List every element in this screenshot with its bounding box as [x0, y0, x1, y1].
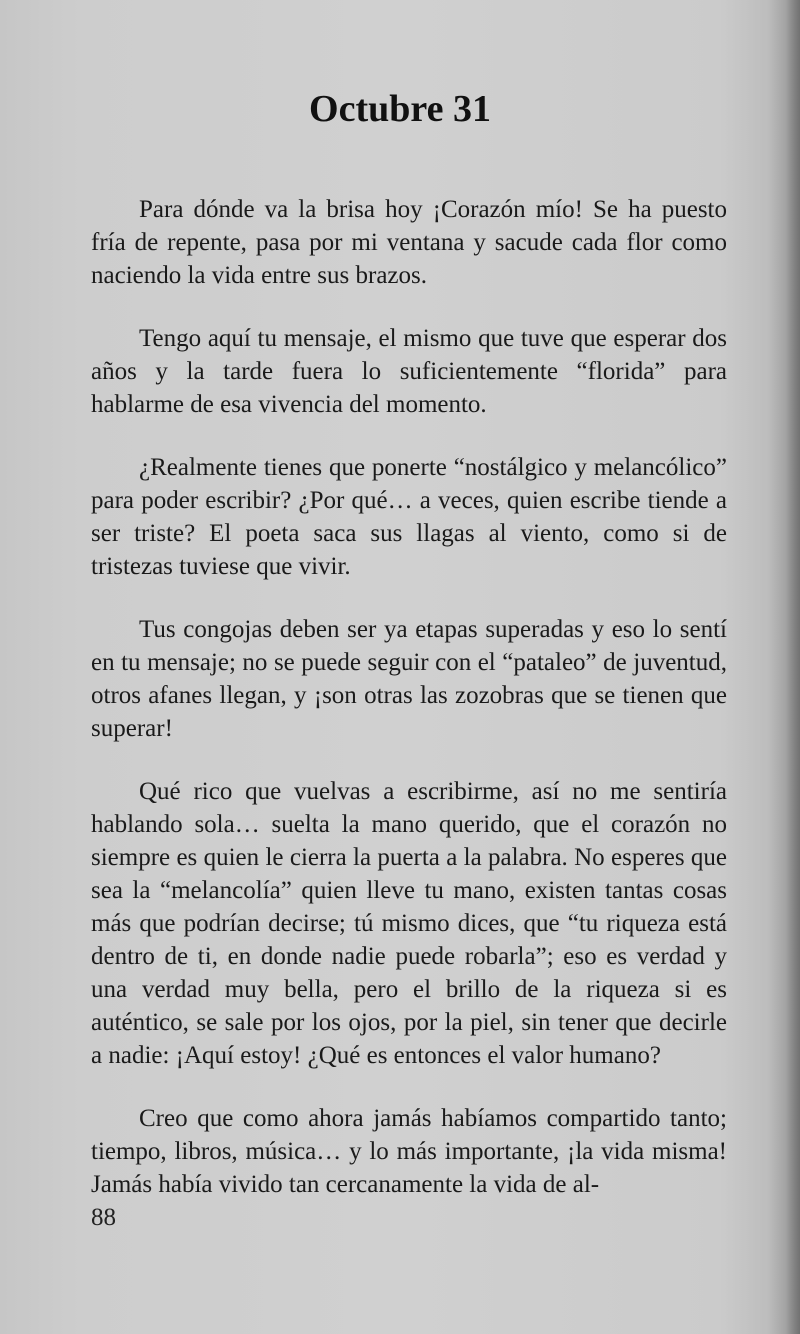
page-number: 88 — [91, 1204, 116, 1231]
page-title: Octubre 31 — [309, 88, 491, 130]
paragraph-1: Para dónde va la brisa hoy ¡Corazón mío! Se ha puesto fría de repente, pasa por mi ventana y sacude cada flor como naciendo la vida entre sus brazos. — [91, 196, 727, 289]
paragraph-6: Creo que como ahora jamás habíamos compartido tanto; tiempo, libros, música… y lo más importante, ¡la vida misma! Jamás había vivido tan cercanamente la vida de al- — [91, 1105, 727, 1198]
paragraph-2: Tengo aquí tu mensaje, el mismo que tuve que esperar dos años y la tarde fuera lo suficientemente “florida” para hablarme de esa vivencia del momento. — [91, 325, 727, 418]
paragraph-3: ¿Realmente tienes que ponerte “nostálgico y melancólico” para poder escribir? ¿Por qué… a veces, quien escribe tiende a ser triste? El poeta saca sus llagas al viento, como si de tristezas tuviese que vivir. — [91, 454, 727, 580]
paragraph-5: Qué rico que vuelvas a escribirme, así no me sentiría hablando sola… suelta la mano querido, que el corazón no siempre es quien le cierra la puerta a la palabra. No esperes que sea la “melancolía” quien lleve tu mano, existen tantas cosas más que podrían decirse; tú mismo dices, que “tu riqueza está dentro de ti, en donde nadie puede robarla”; eso es verdad y una verdad muy bella, pero el brillo de la riqueza si es auténtico, se sale por los ojos, por la piel, sin tener que decirle a nadie: ¡Aquí estoy! ¿Qué es entonces el valor humano? — [91, 778, 727, 1069]
paragraph-4: Tus congojas deben ser ya etapas superadas y eso lo sentí en tu mensaje; no se puede seguir con el “pataleo” de juventud, otros afanes llegan, y ¡son otras las zozobras que se tienen que superar! — [91, 616, 727, 742]
body-text — [91, 193, 727, 1201]
page-edge-shadow — [786, 0, 800, 1334]
